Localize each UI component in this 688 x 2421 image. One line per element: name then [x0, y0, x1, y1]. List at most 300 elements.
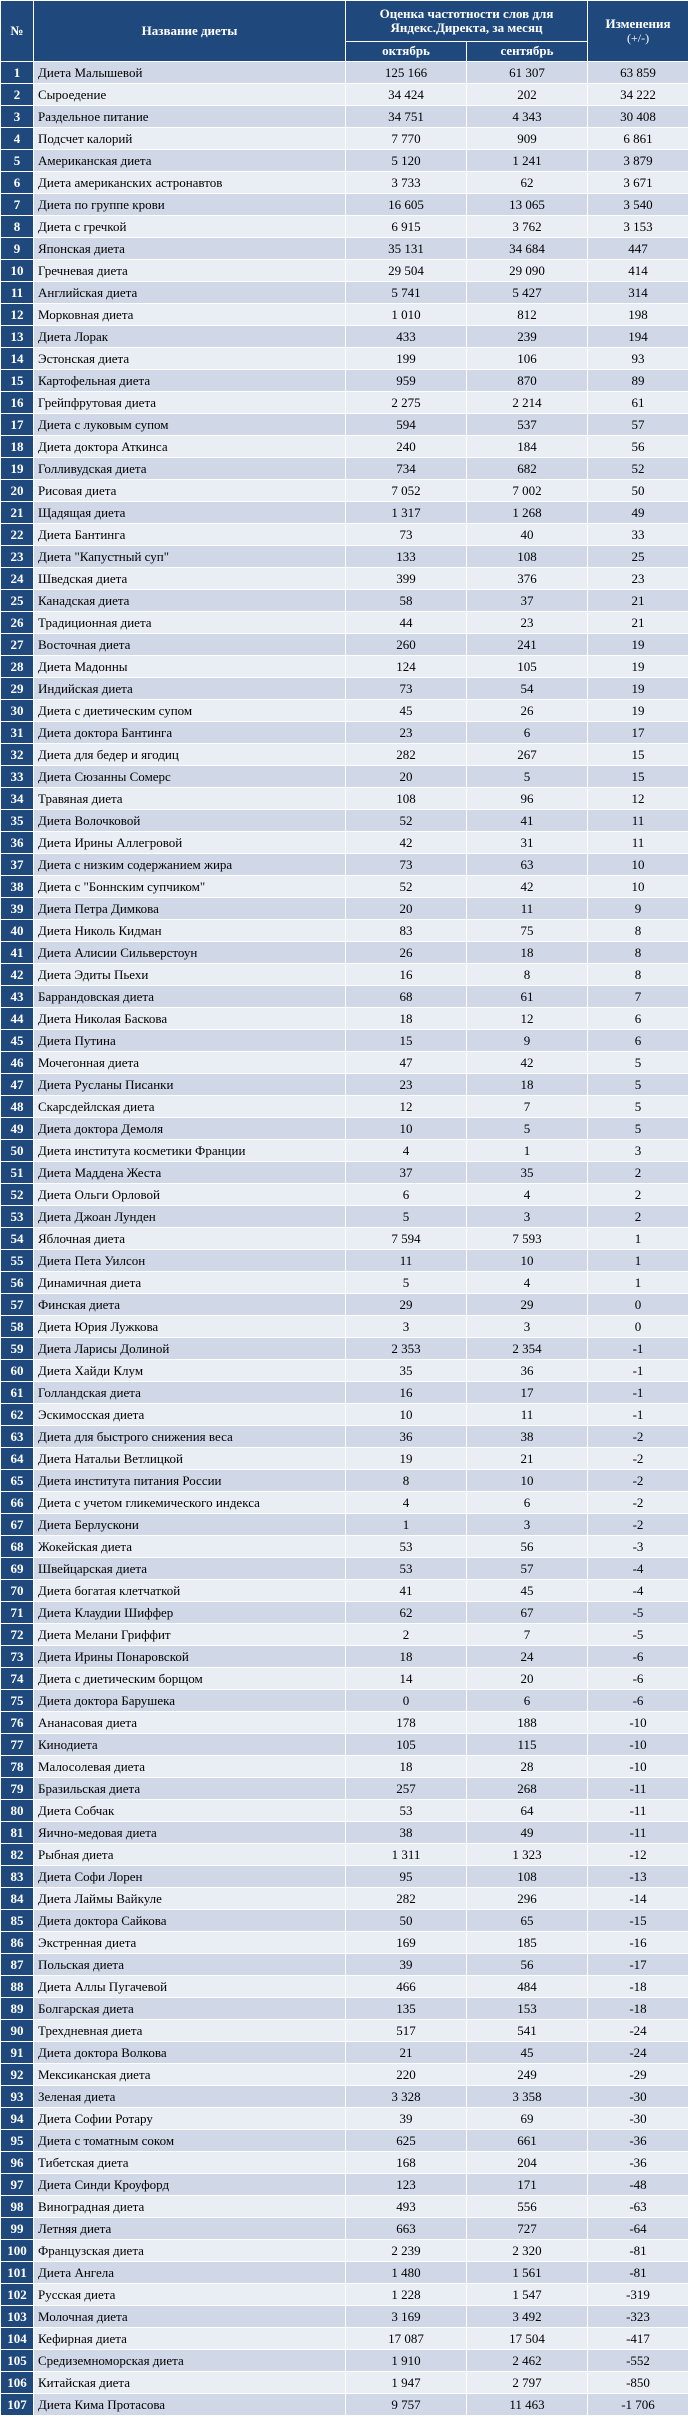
- change-value: 3: [588, 1140, 688, 1162]
- september-value: 202: [467, 84, 588, 106]
- diet-name: Американская диета: [34, 150, 346, 172]
- october-value: 35: [346, 1360, 467, 1382]
- october-value: 5 120: [346, 150, 467, 172]
- september-value: 1 323: [467, 1844, 588, 1866]
- september-value: 7: [467, 1096, 588, 1118]
- row-number: 36: [1, 832, 34, 854]
- change-value: 5: [588, 1052, 688, 1074]
- diet-name: Диета Берлускони: [34, 1514, 346, 1536]
- diet-name: Диета Ирины Понаровской: [34, 1646, 346, 1668]
- diet-name: Диета Эдиты Пьехи: [34, 964, 346, 986]
- row-number: 54: [1, 1228, 34, 1250]
- october-value: 594: [346, 414, 467, 436]
- change-value: -2: [588, 1492, 688, 1514]
- october-value: 220: [346, 2064, 467, 2086]
- september-value: 239: [467, 326, 588, 348]
- september-value: 35: [467, 1162, 588, 1184]
- change-value: -1 706: [588, 2394, 688, 2416]
- september-value: 29: [467, 1294, 588, 1316]
- october-value: 6 915: [346, 216, 467, 238]
- table-row: [1, 678, 688, 700]
- row-number: 9: [1, 238, 34, 260]
- diet-name: Мочегонная диета: [34, 1052, 346, 1074]
- september-value: 3 762: [467, 216, 588, 238]
- october-value: 7 594: [346, 1228, 467, 1250]
- september-value: 29 090: [467, 260, 588, 282]
- header-number: №: [1, 1, 34, 62]
- change-value: 30 408: [588, 106, 688, 128]
- diet-name: Голливудская диета: [34, 458, 346, 480]
- row-number: 83: [1, 1866, 34, 1888]
- table-row: [1, 744, 688, 766]
- change-value: 2: [588, 1206, 688, 1228]
- table-row: [1, 1624, 688, 1646]
- header-change-sub: (+/-): [626, 30, 650, 45]
- change-value: -2: [588, 1514, 688, 1536]
- row-number: 62: [1, 1404, 34, 1426]
- row-number: 102: [1, 2284, 34, 2306]
- table-row: [1, 568, 688, 590]
- diet-name: Скарсдейлская диета: [34, 1096, 346, 1118]
- row-number: 40: [1, 920, 34, 942]
- diet-name: Традиционная диета: [34, 612, 346, 634]
- table-row: [1, 1382, 688, 1404]
- diet-name: Диета для быстрого снижения веса: [34, 1426, 346, 1448]
- change-value: -11: [588, 1778, 688, 1800]
- row-number: 100: [1, 2240, 34, 2262]
- september-value: 268: [467, 1778, 588, 1800]
- table-row: [1, 1998, 688, 2020]
- row-number: 64: [1, 1448, 34, 1470]
- diet-name: Диета Пета Уилсон: [34, 1250, 346, 1272]
- table-row: [1, 1822, 688, 1844]
- september-value: 376: [467, 568, 588, 590]
- october-value: 18: [346, 1008, 467, 1030]
- september-value: 909: [467, 128, 588, 150]
- row-number: 39: [1, 898, 34, 920]
- diet-name: Диета доктора Демоля: [34, 1118, 346, 1140]
- september-value: 41: [467, 810, 588, 832]
- september-value: 23: [467, 612, 588, 634]
- diet-name: Диета Джоан Лунден: [34, 1206, 346, 1228]
- change-value: -17: [588, 1954, 688, 1976]
- table-row: [1, 1448, 688, 1470]
- table-row: [1, 2240, 688, 2262]
- september-value: 37: [467, 590, 588, 612]
- diet-name: Трехдневная диета: [34, 2020, 346, 2042]
- october-value: 12: [346, 1096, 467, 1118]
- diet-name: Диета Ларисы Долиной: [34, 1338, 346, 1360]
- september-value: 7 002: [467, 480, 588, 502]
- september-value: 6: [467, 722, 588, 744]
- table-row: [1, 1536, 688, 1558]
- september-value: 204: [467, 2152, 588, 2174]
- change-value: 21: [588, 590, 688, 612]
- row-number: 17: [1, 414, 34, 436]
- table-row: [1, 2350, 688, 2372]
- september-value: 267: [467, 744, 588, 766]
- row-number: 37: [1, 854, 34, 876]
- september-value: 4 343: [467, 106, 588, 128]
- october-value: 14: [346, 1668, 467, 1690]
- table-row: [1, 216, 688, 238]
- diet-name: Диета с томатным соком: [34, 2130, 346, 2152]
- september-value: 682: [467, 458, 588, 480]
- change-value: 3 879: [588, 150, 688, 172]
- header-change-label: Изменения: [605, 16, 671, 32]
- september-value: 484: [467, 1976, 588, 1998]
- table-row: [1, 546, 688, 568]
- september-value: 4: [467, 1184, 588, 1206]
- table-row: [1, 810, 688, 832]
- row-number: 81: [1, 1822, 34, 1844]
- table-row: [1, 788, 688, 810]
- table-row: [1, 2108, 688, 2130]
- diet-name: Диета Малышевой: [34, 62, 346, 84]
- table-body: [1, 62, 688, 2416]
- row-number: 93: [1, 2086, 34, 2108]
- diet-name: Диета Синди Кроуфорд: [34, 2174, 346, 2196]
- october-value: 16: [346, 1382, 467, 1404]
- september-value: 38: [467, 1426, 588, 1448]
- change-value: 89: [588, 370, 688, 392]
- diet-name: Раздельное питание: [34, 106, 346, 128]
- october-value: 15: [346, 1030, 467, 1052]
- diet-name: Морковная диета: [34, 304, 346, 326]
- change-value: 8: [588, 942, 688, 964]
- table-row: [1, 1866, 688, 1888]
- september-value: 75: [467, 920, 588, 942]
- row-number: 51: [1, 1162, 34, 1184]
- diet-name: Диета доктора Барушека: [34, 1690, 346, 1712]
- diet-name: Диета Юрия Лужкова: [34, 1316, 346, 1338]
- table-row: [1, 1470, 688, 1492]
- change-value: -417: [588, 2328, 688, 2350]
- change-value: 2: [588, 1184, 688, 1206]
- october-value: 1 311: [346, 1844, 467, 1866]
- row-number: 7: [1, 194, 34, 216]
- september-value: 8: [467, 964, 588, 986]
- september-value: 2 797: [467, 2372, 588, 2394]
- diet-name: Сыроедение: [34, 84, 346, 106]
- september-value: 42: [467, 876, 588, 898]
- row-number: 74: [1, 1668, 34, 1690]
- diet-name: Динамичная диета: [34, 1272, 346, 1294]
- row-number: 16: [1, 392, 34, 414]
- september-value: 45: [467, 2042, 588, 2064]
- header-october: октябрь: [346, 42, 467, 62]
- table-row: [1, 2372, 688, 2394]
- september-value: 1: [467, 1140, 588, 1162]
- row-number: 88: [1, 1976, 34, 1998]
- september-value: 13 065: [467, 194, 588, 216]
- september-value: 3: [467, 1514, 588, 1536]
- row-number: 58: [1, 1316, 34, 1338]
- row-number: 63: [1, 1426, 34, 1448]
- diet-name: Диета Мадонны: [34, 656, 346, 678]
- table-row: [1, 1228, 688, 1250]
- change-value: 52: [588, 458, 688, 480]
- table-row: [1, 1294, 688, 1316]
- table-row: [1, 898, 688, 920]
- september-value: 56: [467, 1536, 588, 1558]
- row-number: 94: [1, 2108, 34, 2130]
- table-row: [1, 986, 688, 1008]
- october-value: 493: [346, 2196, 467, 2218]
- diet-name: Мексиканская диета: [34, 2064, 346, 2086]
- table-row: [1, 1426, 688, 1448]
- september-value: 153: [467, 1998, 588, 2020]
- october-value: 108: [346, 788, 467, 810]
- september-value: 34 684: [467, 238, 588, 260]
- row-number: 61: [1, 1382, 34, 1404]
- change-value: 8: [588, 920, 688, 942]
- september-value: 49: [467, 1822, 588, 1844]
- october-value: 125 166: [346, 62, 467, 84]
- diet-name: Финская диета: [34, 1294, 346, 1316]
- diet-name: Канадская диета: [34, 590, 346, 612]
- october-value: 10: [346, 1404, 467, 1426]
- row-number: 27: [1, 634, 34, 656]
- september-value: 6: [467, 1492, 588, 1514]
- diet-name: Русская диета: [34, 2284, 346, 2306]
- diet-name: Диета Клаудии Шиффер: [34, 1602, 346, 1624]
- september-value: 11 463: [467, 2394, 588, 2416]
- diet-name: Диета с гречкой: [34, 216, 346, 238]
- october-value: 1 480: [346, 2262, 467, 2284]
- table-row: [1, 1074, 688, 1096]
- diet-name: Диета Софии Ротару: [34, 2108, 346, 2130]
- table-row: [1, 1184, 688, 1206]
- october-value: 260: [346, 634, 467, 656]
- row-number: 22: [1, 524, 34, 546]
- september-value: 18: [467, 1074, 588, 1096]
- row-number: 95: [1, 2130, 34, 2152]
- row-number: 89: [1, 1998, 34, 2020]
- change-value: -29: [588, 2064, 688, 2086]
- diet-name: Диета доктора Сайкова: [34, 1910, 346, 1932]
- diet-name: Грейпфрутовая диета: [34, 392, 346, 414]
- september-value: 61: [467, 986, 588, 1008]
- table-row: [1, 1140, 688, 1162]
- october-value: 2: [346, 1624, 467, 1646]
- table-row: [1, 172, 688, 194]
- row-number: 80: [1, 1800, 34, 1822]
- september-value: 1 547: [467, 2284, 588, 2306]
- row-number: 60: [1, 1360, 34, 1382]
- change-value: -5: [588, 1602, 688, 1624]
- change-value: -64: [588, 2218, 688, 2240]
- september-value: 21: [467, 1448, 588, 1470]
- table-row: [1, 1800, 688, 1822]
- september-value: 10: [467, 1250, 588, 1272]
- row-number: 46: [1, 1052, 34, 1074]
- october-value: 39: [346, 1954, 467, 1976]
- row-number: 25: [1, 590, 34, 612]
- row-number: 34: [1, 788, 34, 810]
- row-number: 56: [1, 1272, 34, 1294]
- change-value: -81: [588, 2240, 688, 2262]
- september-value: 11: [467, 1404, 588, 1426]
- change-value: -18: [588, 1976, 688, 1998]
- diet-name: Диета Аллы Пугачевой: [34, 1976, 346, 1998]
- change-value: -16: [588, 1932, 688, 1954]
- table-row: [1, 1338, 688, 1360]
- change-value: -30: [588, 2086, 688, 2108]
- row-number: 73: [1, 1646, 34, 1668]
- change-value: -18: [588, 1998, 688, 2020]
- table-row: [1, 1668, 688, 1690]
- row-number: 99: [1, 2218, 34, 2240]
- change-value: -6: [588, 1668, 688, 1690]
- row-number: 75: [1, 1690, 34, 1712]
- table-row: [1, 722, 688, 744]
- change-value: -552: [588, 2350, 688, 2372]
- table-row: [1, 84, 688, 106]
- september-value: 67: [467, 1602, 588, 1624]
- change-value: 15: [588, 766, 688, 788]
- september-value: 249: [467, 2064, 588, 2086]
- diet-name: Эстонская диета: [34, 348, 346, 370]
- change-value: 15: [588, 744, 688, 766]
- row-number: 44: [1, 1008, 34, 1030]
- table-row: [1, 304, 688, 326]
- october-value: 45: [346, 700, 467, 722]
- row-number: 105: [1, 2350, 34, 2372]
- change-value: -24: [588, 2020, 688, 2042]
- october-value: 53: [346, 1558, 467, 1580]
- row-number: 52: [1, 1184, 34, 1206]
- row-number: 24: [1, 568, 34, 590]
- table-row: [1, 1734, 688, 1756]
- row-number: 10: [1, 260, 34, 282]
- row-number: 28: [1, 656, 34, 678]
- october-value: 62: [346, 1602, 467, 1624]
- table-row: [1, 524, 688, 546]
- row-number: 4: [1, 128, 34, 150]
- september-value: 1 268: [467, 502, 588, 524]
- october-value: 38: [346, 1822, 467, 1844]
- change-value: 19: [588, 634, 688, 656]
- header-diet-name: Название диеты: [34, 1, 346, 62]
- change-value: 12: [588, 788, 688, 810]
- october-value: 53: [346, 1536, 467, 1558]
- diet-name: Диета Ангела: [34, 2262, 346, 2284]
- row-number: 55: [1, 1250, 34, 1272]
- diet-name: Баррандовская диета: [34, 986, 346, 1008]
- change-value: -5: [588, 1624, 688, 1646]
- september-value: 3 492: [467, 2306, 588, 2328]
- october-value: 73: [346, 524, 467, 546]
- table-header: [1, 1, 688, 62]
- september-value: 4: [467, 1272, 588, 1294]
- table-row: [1, 1118, 688, 1140]
- september-value: 54: [467, 678, 588, 700]
- october-value: 282: [346, 1888, 467, 1910]
- change-value: 21: [588, 612, 688, 634]
- change-value: 3 540: [588, 194, 688, 216]
- october-value: 123: [346, 2174, 467, 2196]
- september-value: 28: [467, 1756, 588, 1778]
- september-value: 7: [467, 1624, 588, 1646]
- diet-name: Виноградная диета: [34, 2196, 346, 2218]
- october-value: 399: [346, 568, 467, 590]
- row-number: 69: [1, 1558, 34, 1580]
- table-row: [1, 2306, 688, 2328]
- september-value: 40: [467, 524, 588, 546]
- row-number: 92: [1, 2064, 34, 2086]
- september-value: 541: [467, 2020, 588, 2042]
- october-value: 23: [346, 722, 467, 744]
- diet-name: Диета по группе крови: [34, 194, 346, 216]
- diet-name: Тибетская диета: [34, 2152, 346, 2174]
- diet-name: Картофельная диета: [34, 370, 346, 392]
- diet-name: Диета доктора Волкова: [34, 2042, 346, 2064]
- row-number: 96: [1, 2152, 34, 2174]
- row-number: 53: [1, 1206, 34, 1228]
- table-row: [1, 2086, 688, 2108]
- change-value: -2: [588, 1470, 688, 1492]
- row-number: 72: [1, 1624, 34, 1646]
- october-value: 52: [346, 876, 467, 898]
- change-value: 93: [588, 348, 688, 370]
- diet-name: Молочная диета: [34, 2306, 346, 2328]
- diet-name: Диета с диетическим супом: [34, 700, 346, 722]
- diet-name: Диета доктора Бантинга: [34, 722, 346, 744]
- change-value: 63 859: [588, 62, 688, 84]
- table-row: [1, 1162, 688, 1184]
- row-number: 104: [1, 2328, 34, 2350]
- change-value: -1: [588, 1360, 688, 1382]
- table-row: [1, 1844, 688, 1866]
- october-value: 124: [346, 656, 467, 678]
- change-value: -12: [588, 1844, 688, 1866]
- table-row: [1, 1646, 688, 1668]
- september-value: 2 462: [467, 2350, 588, 2372]
- october-value: 7 052: [346, 480, 467, 502]
- change-value: 3 153: [588, 216, 688, 238]
- october-value: 83: [346, 920, 467, 942]
- table-row: [1, 854, 688, 876]
- september-value: 63: [467, 854, 588, 876]
- diet-name: Щадящая диета: [34, 502, 346, 524]
- change-value: 11: [588, 832, 688, 854]
- diet-name: Диета Ирины Аллегровой: [34, 832, 346, 854]
- october-value: 105: [346, 1734, 467, 1756]
- row-number: 14: [1, 348, 34, 370]
- table-row: [1, 238, 688, 260]
- change-value: 5: [588, 1096, 688, 1118]
- change-value: 2: [588, 1162, 688, 1184]
- diet-name: Яично-медовая диета: [34, 1822, 346, 1844]
- october-value: 20: [346, 898, 467, 920]
- september-value: 1 241: [467, 150, 588, 172]
- row-number: 97: [1, 2174, 34, 2196]
- october-value: 5: [346, 1206, 467, 1228]
- september-value: 184: [467, 436, 588, 458]
- change-value: 17: [588, 722, 688, 744]
- september-value: 296: [467, 1888, 588, 1910]
- table-row: [1, 1096, 688, 1118]
- change-value: 5: [588, 1074, 688, 1096]
- september-value: 64: [467, 1800, 588, 1822]
- september-value: 7 593: [467, 1228, 588, 1250]
- diet-name: Диета Николь Кидман: [34, 920, 346, 942]
- diet-name: Кефирная диета: [34, 2328, 346, 2350]
- diet-name: Диета Мелани Гриффит: [34, 1624, 346, 1646]
- row-number: 11: [1, 282, 34, 304]
- row-number: 103: [1, 2306, 34, 2328]
